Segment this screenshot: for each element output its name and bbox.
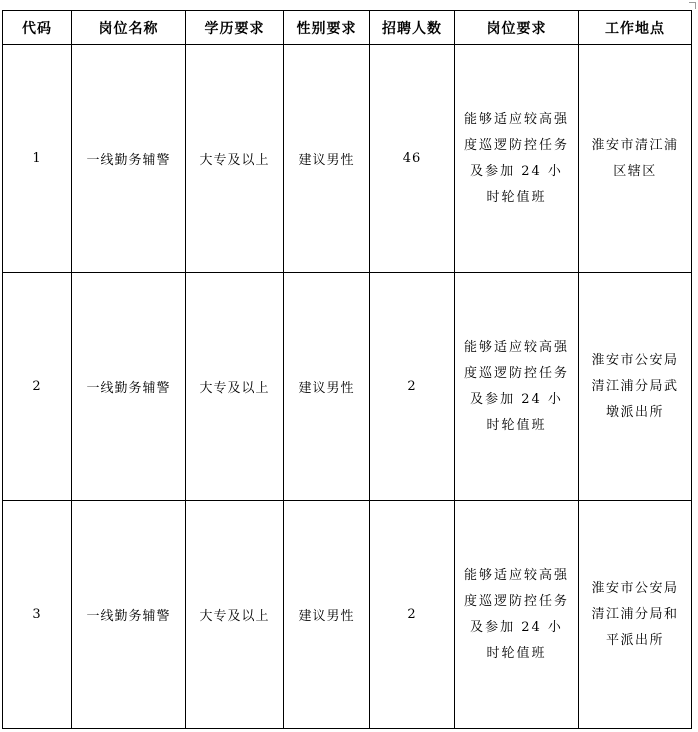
header-gender: 性别要求 [284,11,370,45]
cell-requirement [455,45,579,273]
cell-count: 46 [370,45,455,273]
location-text: 淮安市公安局清江浦分局武墩派出所 [591,352,679,420]
requirement-text: 能够适应较高强度巡逻防控任务及参加 24 小时轮值班 [463,567,569,661]
requirement-text: 能够适应较高强度巡逻防控任务及参加 24 小时轮值班 [463,111,569,205]
cell-code: 1 [3,45,72,273]
cell-code: 2 [3,273,72,501]
cell-count: 2 [370,501,455,729]
location-text: 淮安市清江浦区辖区 [591,137,679,179]
recruitment-table [2,10,692,729]
table-row [3,45,692,273]
cell-education: 大专及以上 [186,45,284,273]
corner-mark [689,2,696,9]
requirement-text: 能够适应较高强度巡逻防控任务及参加 24 小时轮值班 [463,339,569,433]
cell-position: 一线勤务辅警 [72,45,186,273]
cell-gender: 建议男性 [284,273,370,501]
header-location: 工作地点 [579,11,692,45]
header-code: 代码 [3,11,72,45]
header-row [3,11,692,45]
cell-requirement [455,501,579,729]
cell-count: 2 [370,273,455,501]
table-row [3,273,692,501]
header-count: 招聘人数 [370,11,455,45]
header-requirement: 岗位要求 [455,11,579,45]
cell-education: 大专及以上 [186,273,284,501]
cell-education: 大专及以上 [186,501,284,729]
table-row [3,501,692,729]
cell-gender: 建议男性 [284,501,370,729]
cell-location [579,273,692,501]
cell-location [579,45,692,273]
cell-position: 一线勤务辅警 [72,273,186,501]
cell-gender: 建议男性 [284,45,370,273]
header-position: 岗位名称 [72,11,186,45]
cell-location [579,501,692,729]
location-text: 淮安市公安局清江浦分局和平派出所 [591,580,679,648]
header-education: 学历要求 [186,11,284,45]
cell-requirement [455,273,579,501]
cell-position: 一线勤务辅警 [72,501,186,729]
cell-code: 3 [3,501,72,729]
